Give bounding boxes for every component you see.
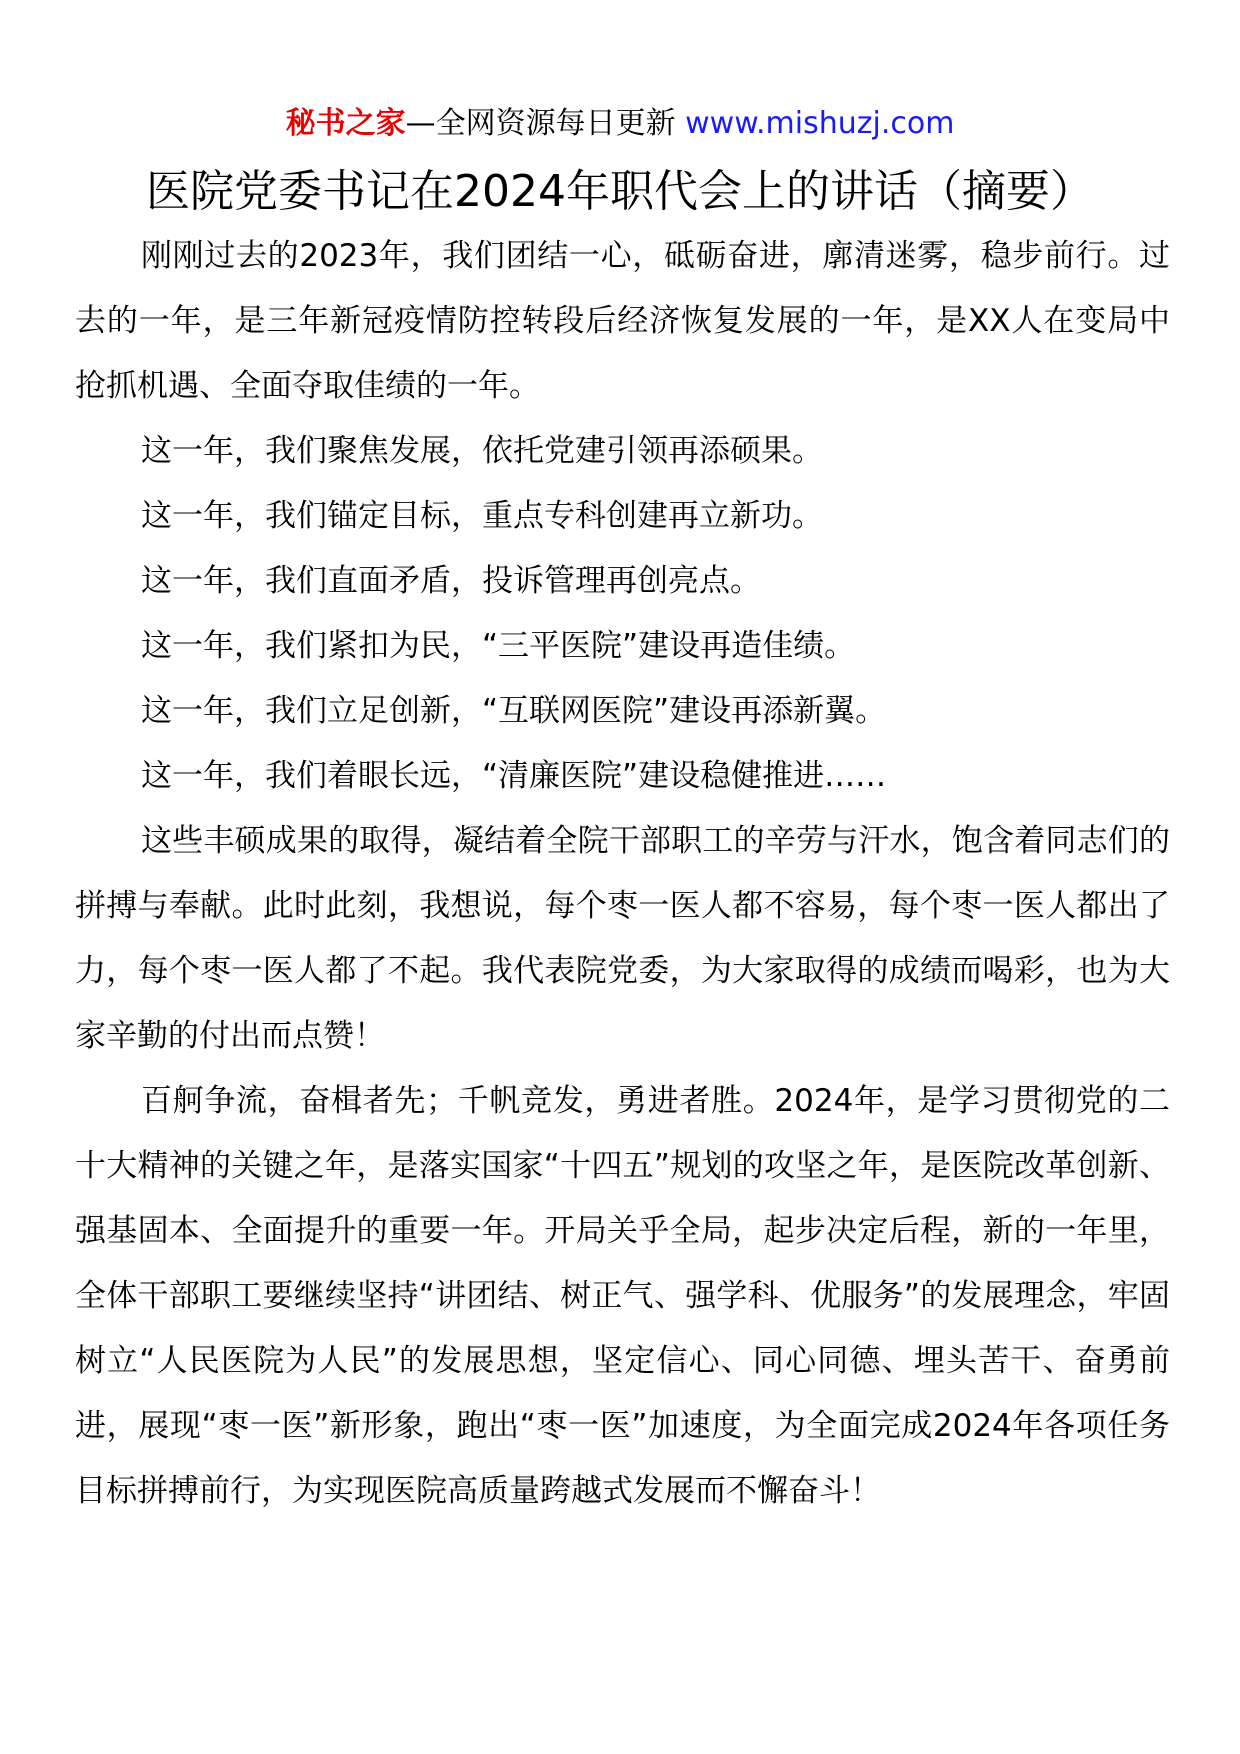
paragraph: 这一年，我们直面矛盾，投诉管理再创亮点。 [141,563,761,599]
site-brand: 秘书之家 [285,106,406,141]
site-url-link[interactable]: www.mishuzj.com [685,106,955,141]
paragraph: 这一年，我们锚定目标，重点专科创建再立新功。 [141,498,823,534]
paragraph: 刚刚过去的2023年，我们团结一心，砥砺奋进，廓清迷雾，稳步前行。过去的一年，是三年新冠疫情防控转段后经济恢复发展的一年，是XX人在变局中抢抓机遇、全面夺取佳绩的一年。 [75,238,1170,404]
paragraph: 这一年，我们立足创新，“互联网医院”建设再添新翼。 [141,693,887,729]
document-body [75,224,1170,1524]
paragraph: 这一年，我们紧扣为民，“三平医院”建设再造佳绩。 [141,628,856,664]
document-title: 医院党委书记在2024年职代会上的讲话（摘要） [146,166,1094,217]
site-banner [0,100,1240,148]
site-tagline: —全网资源每日更新 [405,106,686,141]
paragraph: 百舸争流，奋楫者先；千帆竞发，勇进者胜。2024年，是学习贯彻党的二十大精神的关键之年，是落实国家“十四五”规划的攻坚之年，是医院改革创新、强基固本、全面提升的重要一年。开局关乎全局，起步决定后程，新的一年里，全体干部职工要继续坚持“讲团结、树正气、强学科、优服务”的发展理念，牢固树立“人民医院为人民”的发展思想，坚定信心、同心同德、埋头苦干、奋勇前进，展现“枣一医”新形象，跑出“枣一医”加速度，为全面完成2024年各项任务目标拼搏前行，为实现医院高质量跨越式发展而不懈奋斗！ [75,1083,1170,1509]
paragraph: 这一年，我们着眼长远，“清廉医院”建设稳健推进…… [141,758,887,794]
paragraph: 这些丰硕成果的取得，凝结着全院干部职工的辛劳与汗水，饱含着同志们的拼搏与奉献。此时此刻，我想说，每个枣一医人都不容易，每个枣一医人都出了力，每个枣一医人都了不起。我代表院党委，为大家取得的成绩而喝彩，也为大家辛勤的付出而点赞！ [75,823,1170,1054]
paragraph: 这一年，我们聚焦发展，依托党建引领再添硕果。 [141,433,823,469]
